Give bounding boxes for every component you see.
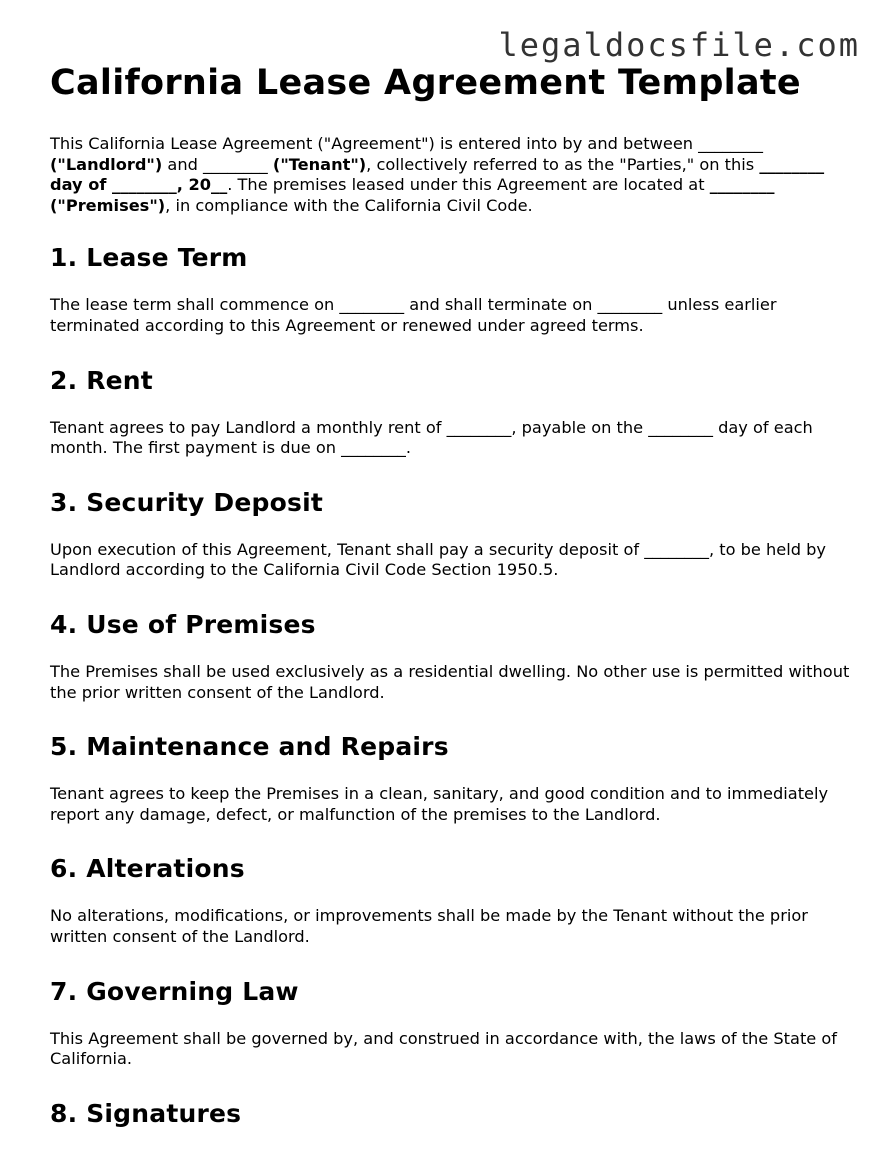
intro-text: , in compliance with the California Civil Code. <box>165 195 533 215</box>
section-body-alterations: No alterations, modifications, or improvements shall be made by the Tenant without the prior written consent of the Landlord. <box>50 906 808 946</box>
section-body-maintenance: Tenant agrees to keep the Premises in a clean, sanitary, and good condition and to immediately report any damage, defect, or malfunction of the premises to the Landlord. <box>50 784 829 824</box>
section-heading-maintenance: 5. Maintenance and Repairs <box>50 732 449 762</box>
intro-paragraph <box>50 134 850 216</box>
section-heading-lease-term: 1. Lease Term <box>50 243 248 273</box>
intro-text: and ________ <box>162 154 273 174</box>
site-watermark: legaldocsfile.com <box>498 26 860 64</box>
section-heading-signatures: 8. Signatures <box>50 1098 242 1128</box>
section-body-use-of-premises: The Premises shall be used exclusively as a residential dwelling. No other use is permitted without the prior written consent of the Landlord. <box>50 661 850 702</box>
document-title: California Lease Agreement Template <box>50 63 801 103</box>
tenant-term: ("Tenant") <box>272 154 367 174</box>
section-body-rent: Tenant agrees to pay Landlord a monthly rent of ________, payable on the ________ day of each month. The first payment is due on ________. <box>50 417 813 458</box>
intro-text: This California Lease Agreement ("Agreement") is entered into by and between ________ <box>50 134 763 153</box>
section-body-governing-law: This Agreement shall be governed by, and construed in accordance with, the laws of the State of California. <box>50 1028 838 1069</box>
date-blank: ________ day of ________, 20__ <box>50 154 825 195</box>
section-heading-alterations: 6. Alterations <box>50 854 245 884</box>
section-body-lease-term: The lease term shall commence on ________ and shall terminate on ________ unless earlier terminated according to this Agreement or renewed under agreed terms. <box>50 295 777 335</box>
section-body-security-deposit: Upon execution of this Agreement, Tenant shall pay a security deposit of ________, to be held by Landlord according to the California Civil Code Section 1950.5. <box>50 539 827 580</box>
section-heading-governing-law: 7. Governing Law <box>50 976 299 1006</box>
intro-text: , collectively referred to as the "Parties," on this <box>366 154 760 174</box>
premises-term: ________ ("Premises") <box>50 175 775 215</box>
section-heading-rent: 2. Rent <box>50 365 153 395</box>
intro-text: . The premises leased under this Agreement are located at <box>227 175 710 195</box>
landlord-term: ("Landlord") <box>50 154 163 174</box>
section-heading-security-deposit: 3. Security Deposit <box>50 487 324 517</box>
document-page <box>50 60 850 1151</box>
section-heading-use-of-premises: 4. Use of Premises <box>50 609 316 639</box>
